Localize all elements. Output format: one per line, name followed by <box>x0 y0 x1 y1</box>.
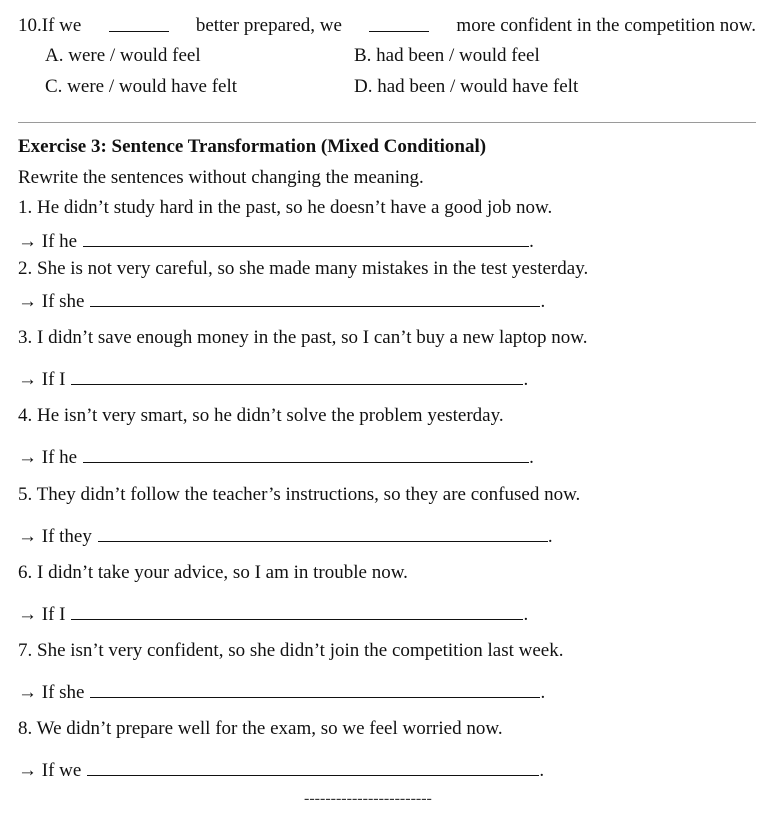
item-2-blank[interactable] <box>90 288 540 307</box>
item-6-blank[interactable] <box>71 601 523 620</box>
q10-part2: better prepared, we <box>195 15 342 36</box>
option-a[interactable]: A. were / would feel <box>45 45 201 66</box>
item-8-sentence: 8. We didn’t prepare well for the exam, so we feel worried now. <box>18 718 503 739</box>
item-1-blank[interactable] <box>83 228 529 247</box>
footer-separator: ------------------------ <box>304 790 432 807</box>
item-3-sentence: 3. I didn’t save enough money in the past, so I can’t buy a new laptop now. <box>18 327 588 348</box>
item-3-blank[interactable] <box>71 366 523 385</box>
item-1-answer-line: → If he . <box>18 228 534 253</box>
item-6-prompt: → If I <box>18 604 66 625</box>
item-5-prompt: → If they <box>18 526 92 547</box>
item-3-answer-line: → If I . <box>18 366 528 391</box>
item-8-prompt: → If we <box>18 760 82 781</box>
item-5-answer-line: → If they . <box>18 523 553 548</box>
question-10 <box>18 15 756 37</box>
q10-blank-2[interactable] <box>369 15 429 32</box>
exercise-instruction: Rewrite the sentences without changing the meaning. <box>18 167 424 188</box>
item-3-prompt: → If I <box>18 369 66 390</box>
item-5-blank[interactable] <box>98 523 548 542</box>
option-b[interactable]: B. had been / would feel <box>354 45 540 66</box>
item-6-answer-line: → If I . <box>18 601 528 626</box>
exercise-title: Exercise 3: Sentence Transformation (Mixed Conditional) <box>18 136 487 157</box>
item-4-sentence: 4. He isn’t very smart, so he didn’t solve the problem yesterday. <box>18 405 504 426</box>
item-6-sentence: 6. I didn’t take your advice, so I am in trouble now. <box>18 562 408 583</box>
option-c[interactable]: C. were / would have felt <box>45 76 238 97</box>
section-divider <box>18 122 756 123</box>
q10-num-part1: 10.If we <box>18 15 82 36</box>
item-8-blank[interactable] <box>87 757 539 776</box>
item-5-sentence: 5. They didn’t follow the teacher’s instructions, so they are confused now. <box>18 484 581 505</box>
item-7-prompt: → If she <box>18 682 85 703</box>
item-1-prompt: → If he <box>18 231 78 252</box>
item-7-blank[interactable] <box>90 679 540 698</box>
item-8-answer-line: → If we . <box>18 757 544 782</box>
item-2-prompt: → If she <box>18 291 85 312</box>
item-2-sentence: 2. She is not very careful, so she made many mistakes in the test yesterday. <box>18 258 589 279</box>
item-4-prompt: → If he <box>18 447 78 468</box>
item-1-sentence: 1. He didn’t study hard in the past, so he doesn’t have a good job now. <box>18 197 553 218</box>
item-7-answer-line: → If she . <box>18 679 545 704</box>
item-4-answer-line: → If he . <box>18 444 534 469</box>
q10-blank-1[interactable] <box>109 15 169 32</box>
option-d[interactable]: D. had been / would have felt <box>354 76 579 97</box>
item-2-answer-line: → If she . <box>18 288 545 313</box>
item-4-blank[interactable] <box>83 444 529 463</box>
q10-part3: more confident in the competition now. <box>456 15 756 36</box>
item-7-sentence: 7. She isn’t very confident, so she didn’t join the competition last week. <box>18 640 564 661</box>
